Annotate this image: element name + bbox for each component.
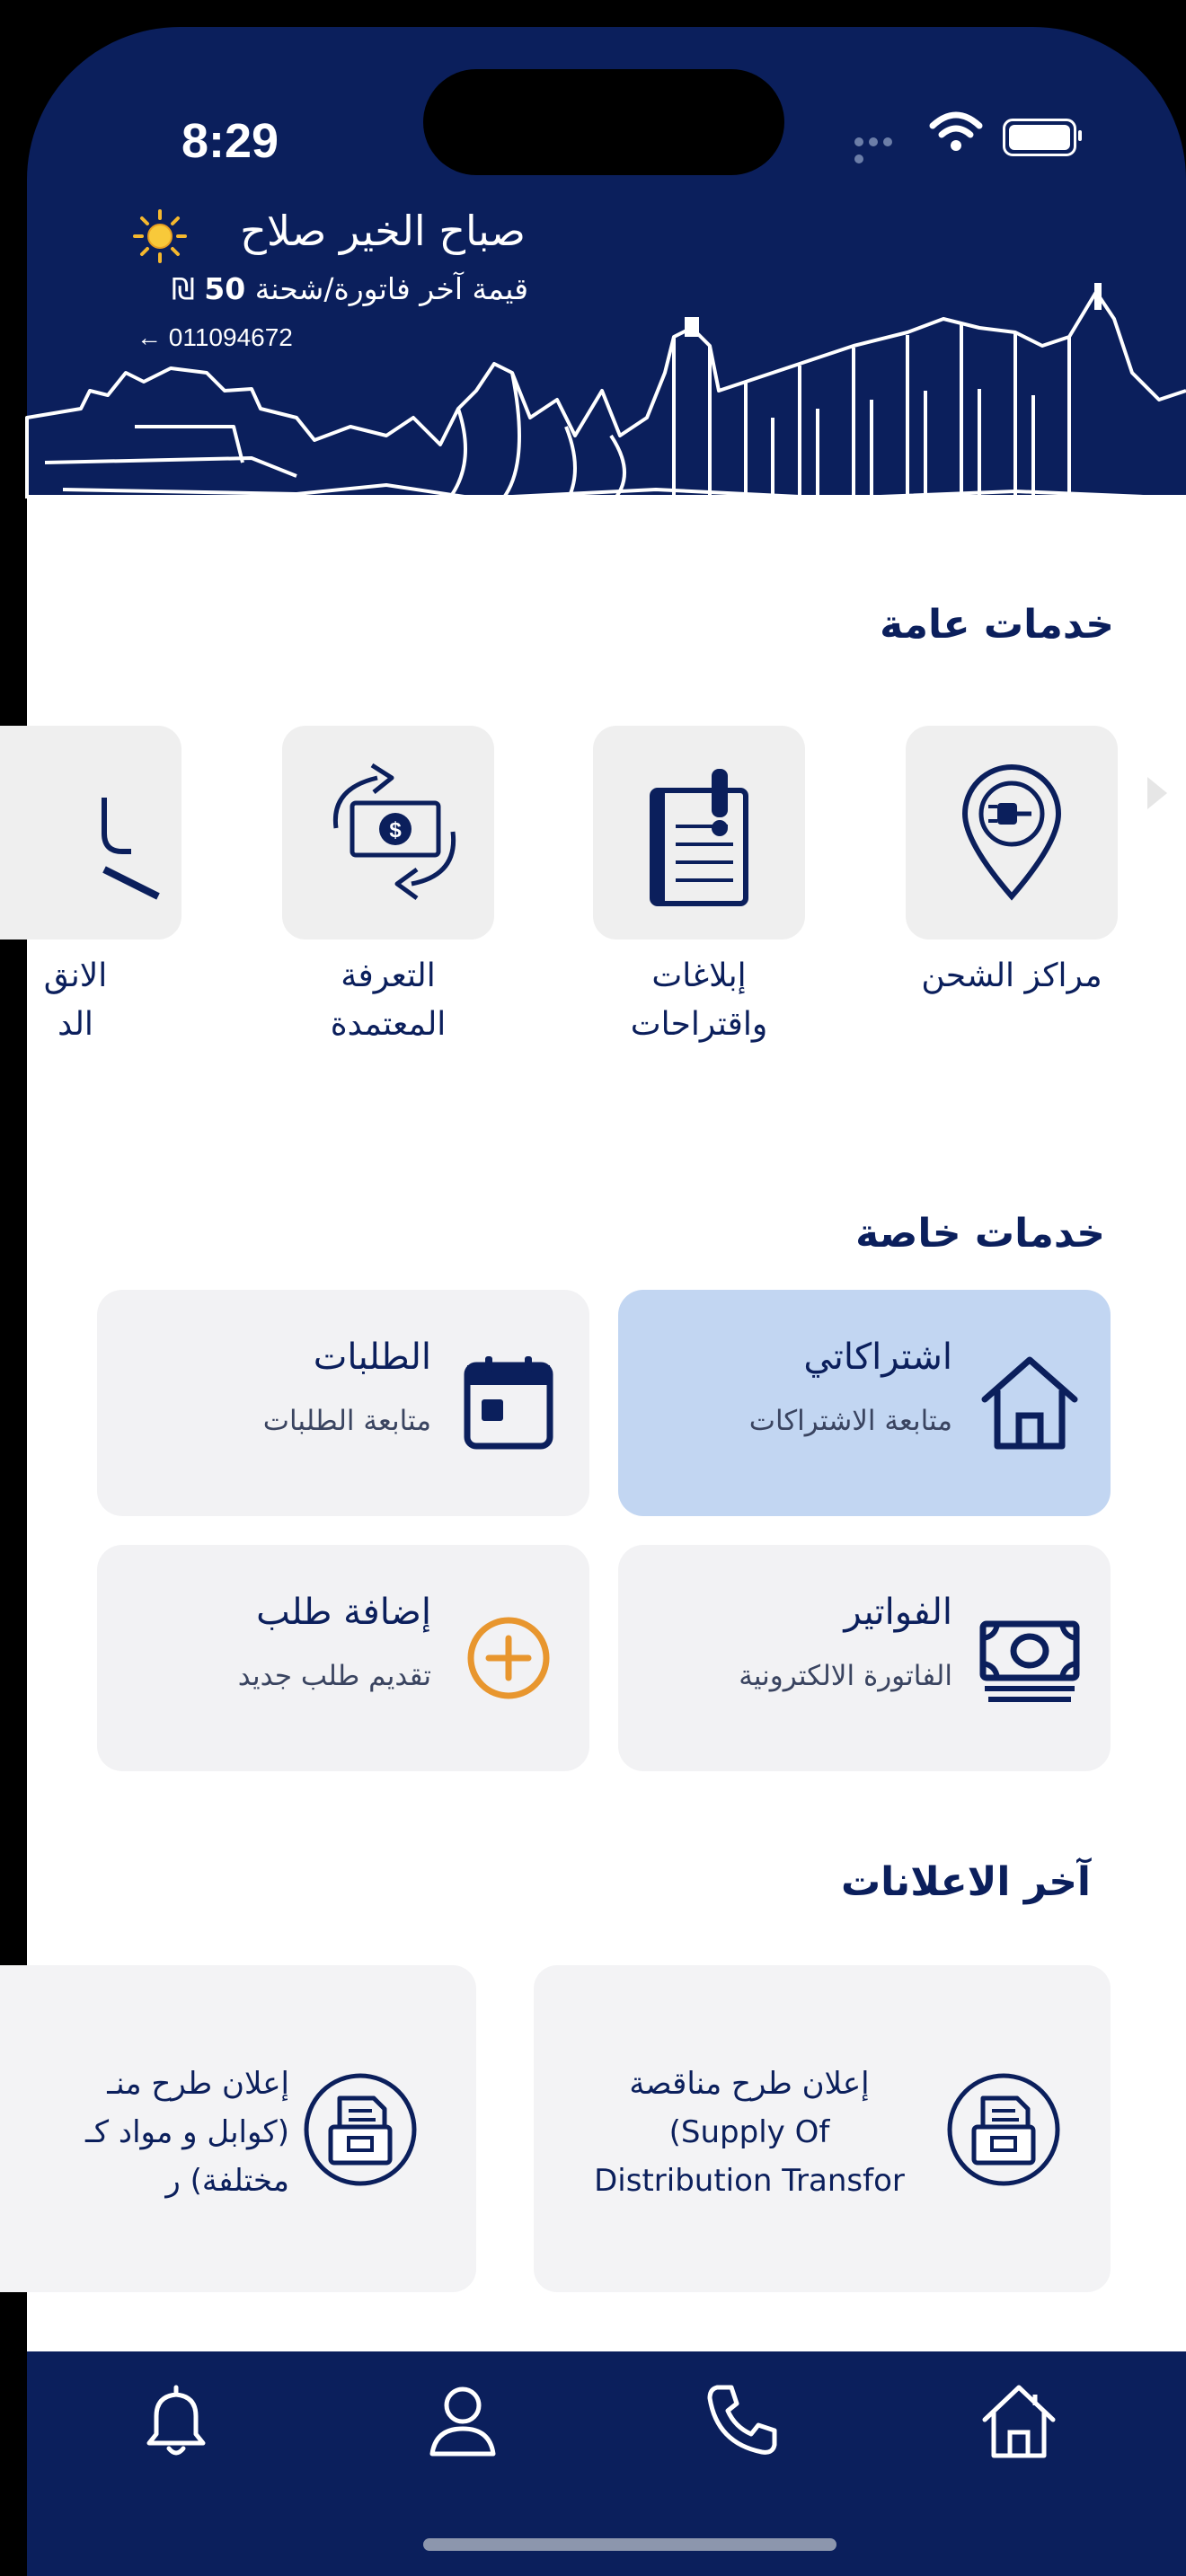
- tile-my-subscriptions[interactable]: [618, 1290, 1111, 1516]
- app-screen: [27, 27, 1186, 2576]
- account-number: 011094672: [168, 323, 293, 351]
- outage-icon: [0, 726, 181, 940]
- tile-title: إضافة طلب: [256, 1592, 431, 1633]
- charging-location-icon: [906, 726, 1118, 940]
- service-outages-label: الانق الد: [43, 957, 108, 1043]
- tile-title: الفواتير: [844, 1592, 952, 1633]
- greeting-text: صباح الخير صلاح: [240, 207, 526, 255]
- home-tab-icon[interactable]: [979, 2380, 1058, 2459]
- home-icon: [976, 1353, 1084, 1451]
- private-services-title: خدمات خاصة: [855, 1211, 1105, 1257]
- service-charging-centers[interactable]: [906, 726, 1118, 940]
- announcement-text: إعلان طرح مناقصة Supply Of) Distribution Transfor: [594, 2066, 905, 2199]
- announcements-carousel[interactable]: [66, 1949, 1150, 2290]
- city-skyline-illustration: [27, 283, 1186, 512]
- service-reports-suggestions[interactable]: [593, 726, 805, 940]
- announcement-card[interactable]: [534, 1965, 1111, 2292]
- tile-subtitle: تقديم طلب جديد: [237, 1660, 431, 1692]
- phone-icon[interactable]: [703, 2380, 782, 2459]
- tile-title: الطلبات: [313, 1337, 431, 1378]
- service-outages[interactable]: [0, 726, 181, 940]
- invoice-amount: 50: [204, 271, 246, 306]
- battery-icon: [1003, 119, 1076, 156]
- tender-document-icon: [945, 2071, 1062, 2188]
- tile-subtitle: الفاتورة الالكترونية: [739, 1660, 952, 1692]
- tile-requests[interactable]: [97, 1290, 589, 1516]
- service-approved-tariff[interactable]: [282, 726, 494, 940]
- tile-subtitle: متابعة الاشتراكات: [748, 1405, 952, 1437]
- home-indicator: [423, 2538, 836, 2551]
- carousel-next-arrow-icon[interactable]: [1147, 777, 1167, 809]
- calendar-icon: [455, 1353, 562, 1451]
- service-tariff-label: التعرفة المعتمدة: [330, 957, 447, 1043]
- tender-document-icon: [302, 2071, 419, 2188]
- arrow-left-icon: ←: [137, 323, 162, 351]
- plus-circle-icon: [455, 1608, 562, 1707]
- announcement-card[interactable]: [0, 1965, 476, 2292]
- service-charging-centers-label: مراكز الشحن: [921, 957, 1102, 994]
- tile-title: اشتراكاتي: [803, 1337, 952, 1378]
- dynamic-island: [423, 69, 784, 175]
- svg-text:$: $: [389, 818, 402, 842]
- tariff-exchange-icon: [282, 726, 494, 940]
- sun-icon: [133, 209, 187, 263]
- status-time: 8:29: [181, 114, 279, 168]
- currency-symbol: ₪: [171, 271, 195, 306]
- tile-invoices[interactable]: [618, 1545, 1111, 1771]
- report-document-icon: [593, 726, 805, 940]
- tile-add-request[interactable]: [97, 1545, 589, 1771]
- announcements-title: آخر الاعلانات: [840, 1859, 1091, 1905]
- announcement-text: إعلان طرح منـ (كوابل و مواد كـ مختلفة) ر: [84, 2066, 289, 2199]
- wifi-icon: [929, 110, 983, 154]
- cash-icon: [976, 1608, 1084, 1707]
- general-services-carousel[interactable]: [43, 710, 1150, 1087]
- cellular-signal-icon: [854, 133, 908, 146]
- service-reports-label: إبلاغات واقتراحات: [630, 957, 768, 1043]
- profile-icon[interactable]: [423, 2380, 502, 2459]
- invoice-label: قيمة آخر فاتورة/شحنة: [254, 271, 528, 306]
- general-services-title: خدمات عامة: [880, 602, 1114, 648]
- bell-icon[interactable]: [137, 2380, 216, 2459]
- tile-subtitle: متابعة الطلبات: [262, 1405, 431, 1437]
